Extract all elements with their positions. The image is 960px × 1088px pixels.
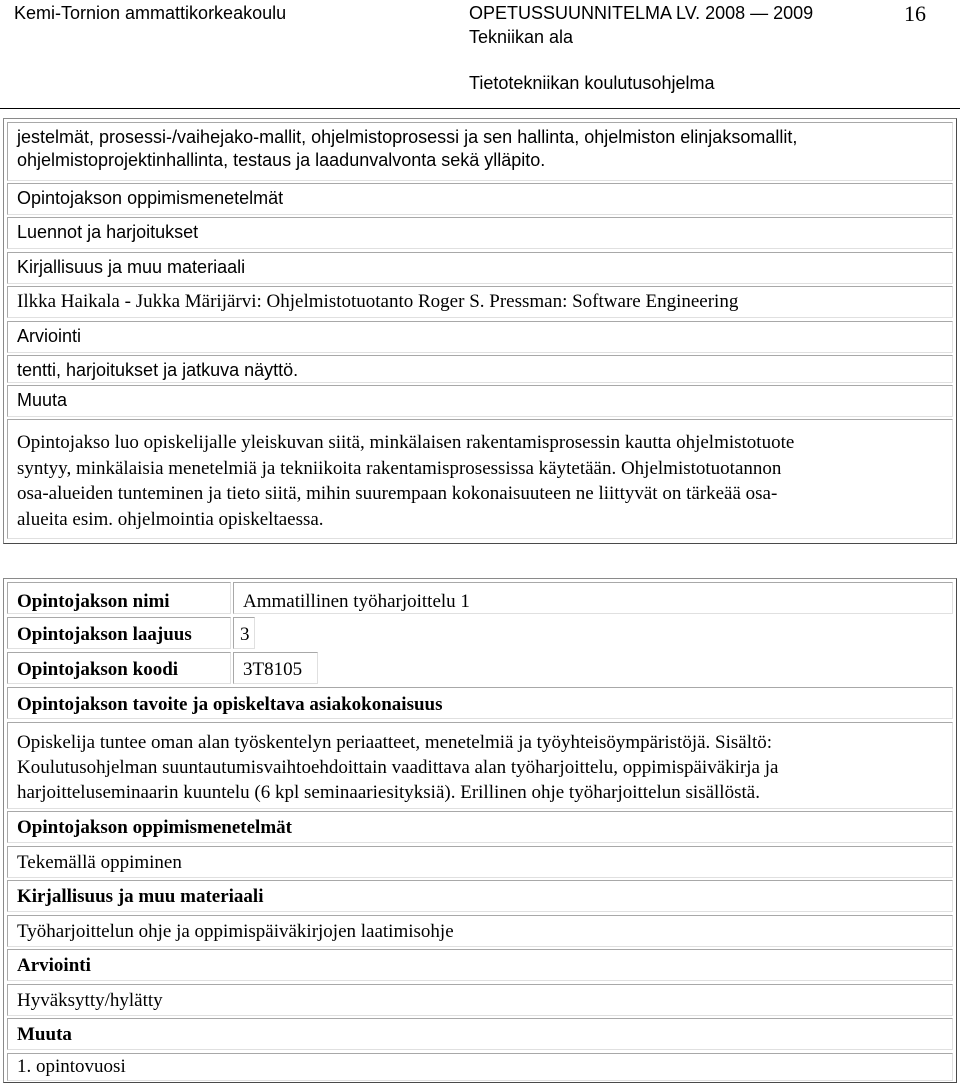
course-content-cell <box>7 122 953 181</box>
course-code-label: Opintojakson koodi <box>7 652 231 684</box>
literature-label: Kirjallisuus ja muu materiaali <box>7 252 953 284</box>
course-table-1 <box>3 118 957 544</box>
course-scope-value: 3 <box>233 617 255 649</box>
degree-programme: Tietotekniikan koulutusohjelma <box>469 73 715 93</box>
course-name-value: Ammatillinen työharjoittelu 1 <box>233 582 953 614</box>
other-line: alueita esim. ohjelmointia opiskeltaessa. <box>17 508 324 530</box>
other-value-2: 1. opintovuosi <box>7 1053 953 1081</box>
other-label: Muuta <box>7 385 953 417</box>
course-code-value: 3T8105 <box>233 652 318 684</box>
other-line: Opintojakso luo opiskelijalle yleiskuvan siitä, minkälaisen rakentamisprosessin kautta ohjelmistotuote <box>17 432 795 453</box>
assessment-label-2: Arviointi <box>7 949 953 981</box>
course-content-line: jestelmät, prosessi-/vaihejako-mallit, ohjelmistoprosessi ja sen hallinta, ohjelmiston elinjaksomallit, <box>17 127 798 147</box>
assessment-label: Arviointi <box>7 321 953 353</box>
methods-label: Opintojakson oppimismenetelmät <box>7 183 953 215</box>
assessment-value: tentti, harjoitukset ja jatkuva näyttö. <box>7 355 953 383</box>
other-label-2: Muuta <box>7 1018 953 1050</box>
course-table-2 <box>3 578 957 1083</box>
goal-line: harjoitteluseminaarin kuuntelu (6 kpl seminaariesityksiä). Erillinen ohje työharjoittelun sisällöstä. <box>17 782 760 803</box>
other-value <box>7 419 953 539</box>
literature-label-2: Kirjallisuus ja muu materiaali <box>7 880 953 912</box>
goal-value <box>7 722 953 809</box>
literature-value-2: Työharjoittelun ohje ja oppimispäiväkirjojen laatimisohje <box>7 915 953 947</box>
field-of-study: Tekniikan ala <box>469 27 574 47</box>
goal-line: Koulutusohjelman suuntautumisvaihtoehdoittain vaadittava alan työharjoittelu, oppimispäiväkirja ja <box>17 757 779 778</box>
course-name-label: Opintojakson nimi <box>7 582 231 614</box>
other-line: syntyy, minkälaisia menetelmiä ja tekniikoita rakentamisprosessissa käytetään. Ohjelmistotuotannon <box>17 457 782 479</box>
institution-name: Kemi-Tornion ammattikorkeakoulu <box>14 3 287 23</box>
course-content-line: ohjelmistoprojektinhallinta, testaus ja laadunvalvonta sekä ylläpito. <box>17 150 546 170</box>
goal-label: Opintojakson tavoite ja opiskeltava asiakokonaisuus <box>7 687 953 719</box>
methods-value-2: Tekemällä oppiminen <box>7 846 953 878</box>
methods-value: Luennot ja harjoitukset <box>7 217 953 249</box>
page-number: 16 <box>904 1 926 26</box>
methods-label-2: Opintojakson oppimismenetelmät <box>7 811 953 843</box>
curriculum-title: OPETUSSUUNNITELMA LV. 2008 — 2009 <box>469 3 814 23</box>
other-line: osa-alueiden tunteminen ja tieto siitä, mihin suurempaan kokonaisuuteen ne liittyvät on tärkeää osa- <box>17 483 778 504</box>
course-scope-label: Opintojakson laajuus <box>7 617 231 649</box>
goal-line: Opiskelija tuntee oman alan työskentelyn periaatteet, menetelmiä ja työyhteisöympäristöjä. Sisältö: <box>17 732 773 753</box>
header-rule <box>0 108 960 109</box>
assessment-value-2: Hyväksytty/hylätty <box>7 984 953 1016</box>
literature-value: Ilkka Haikala - Jukka Märijärvi: Ohjelmistotuotanto Roger S. Pressman: Software Engineering <box>7 286 953 318</box>
